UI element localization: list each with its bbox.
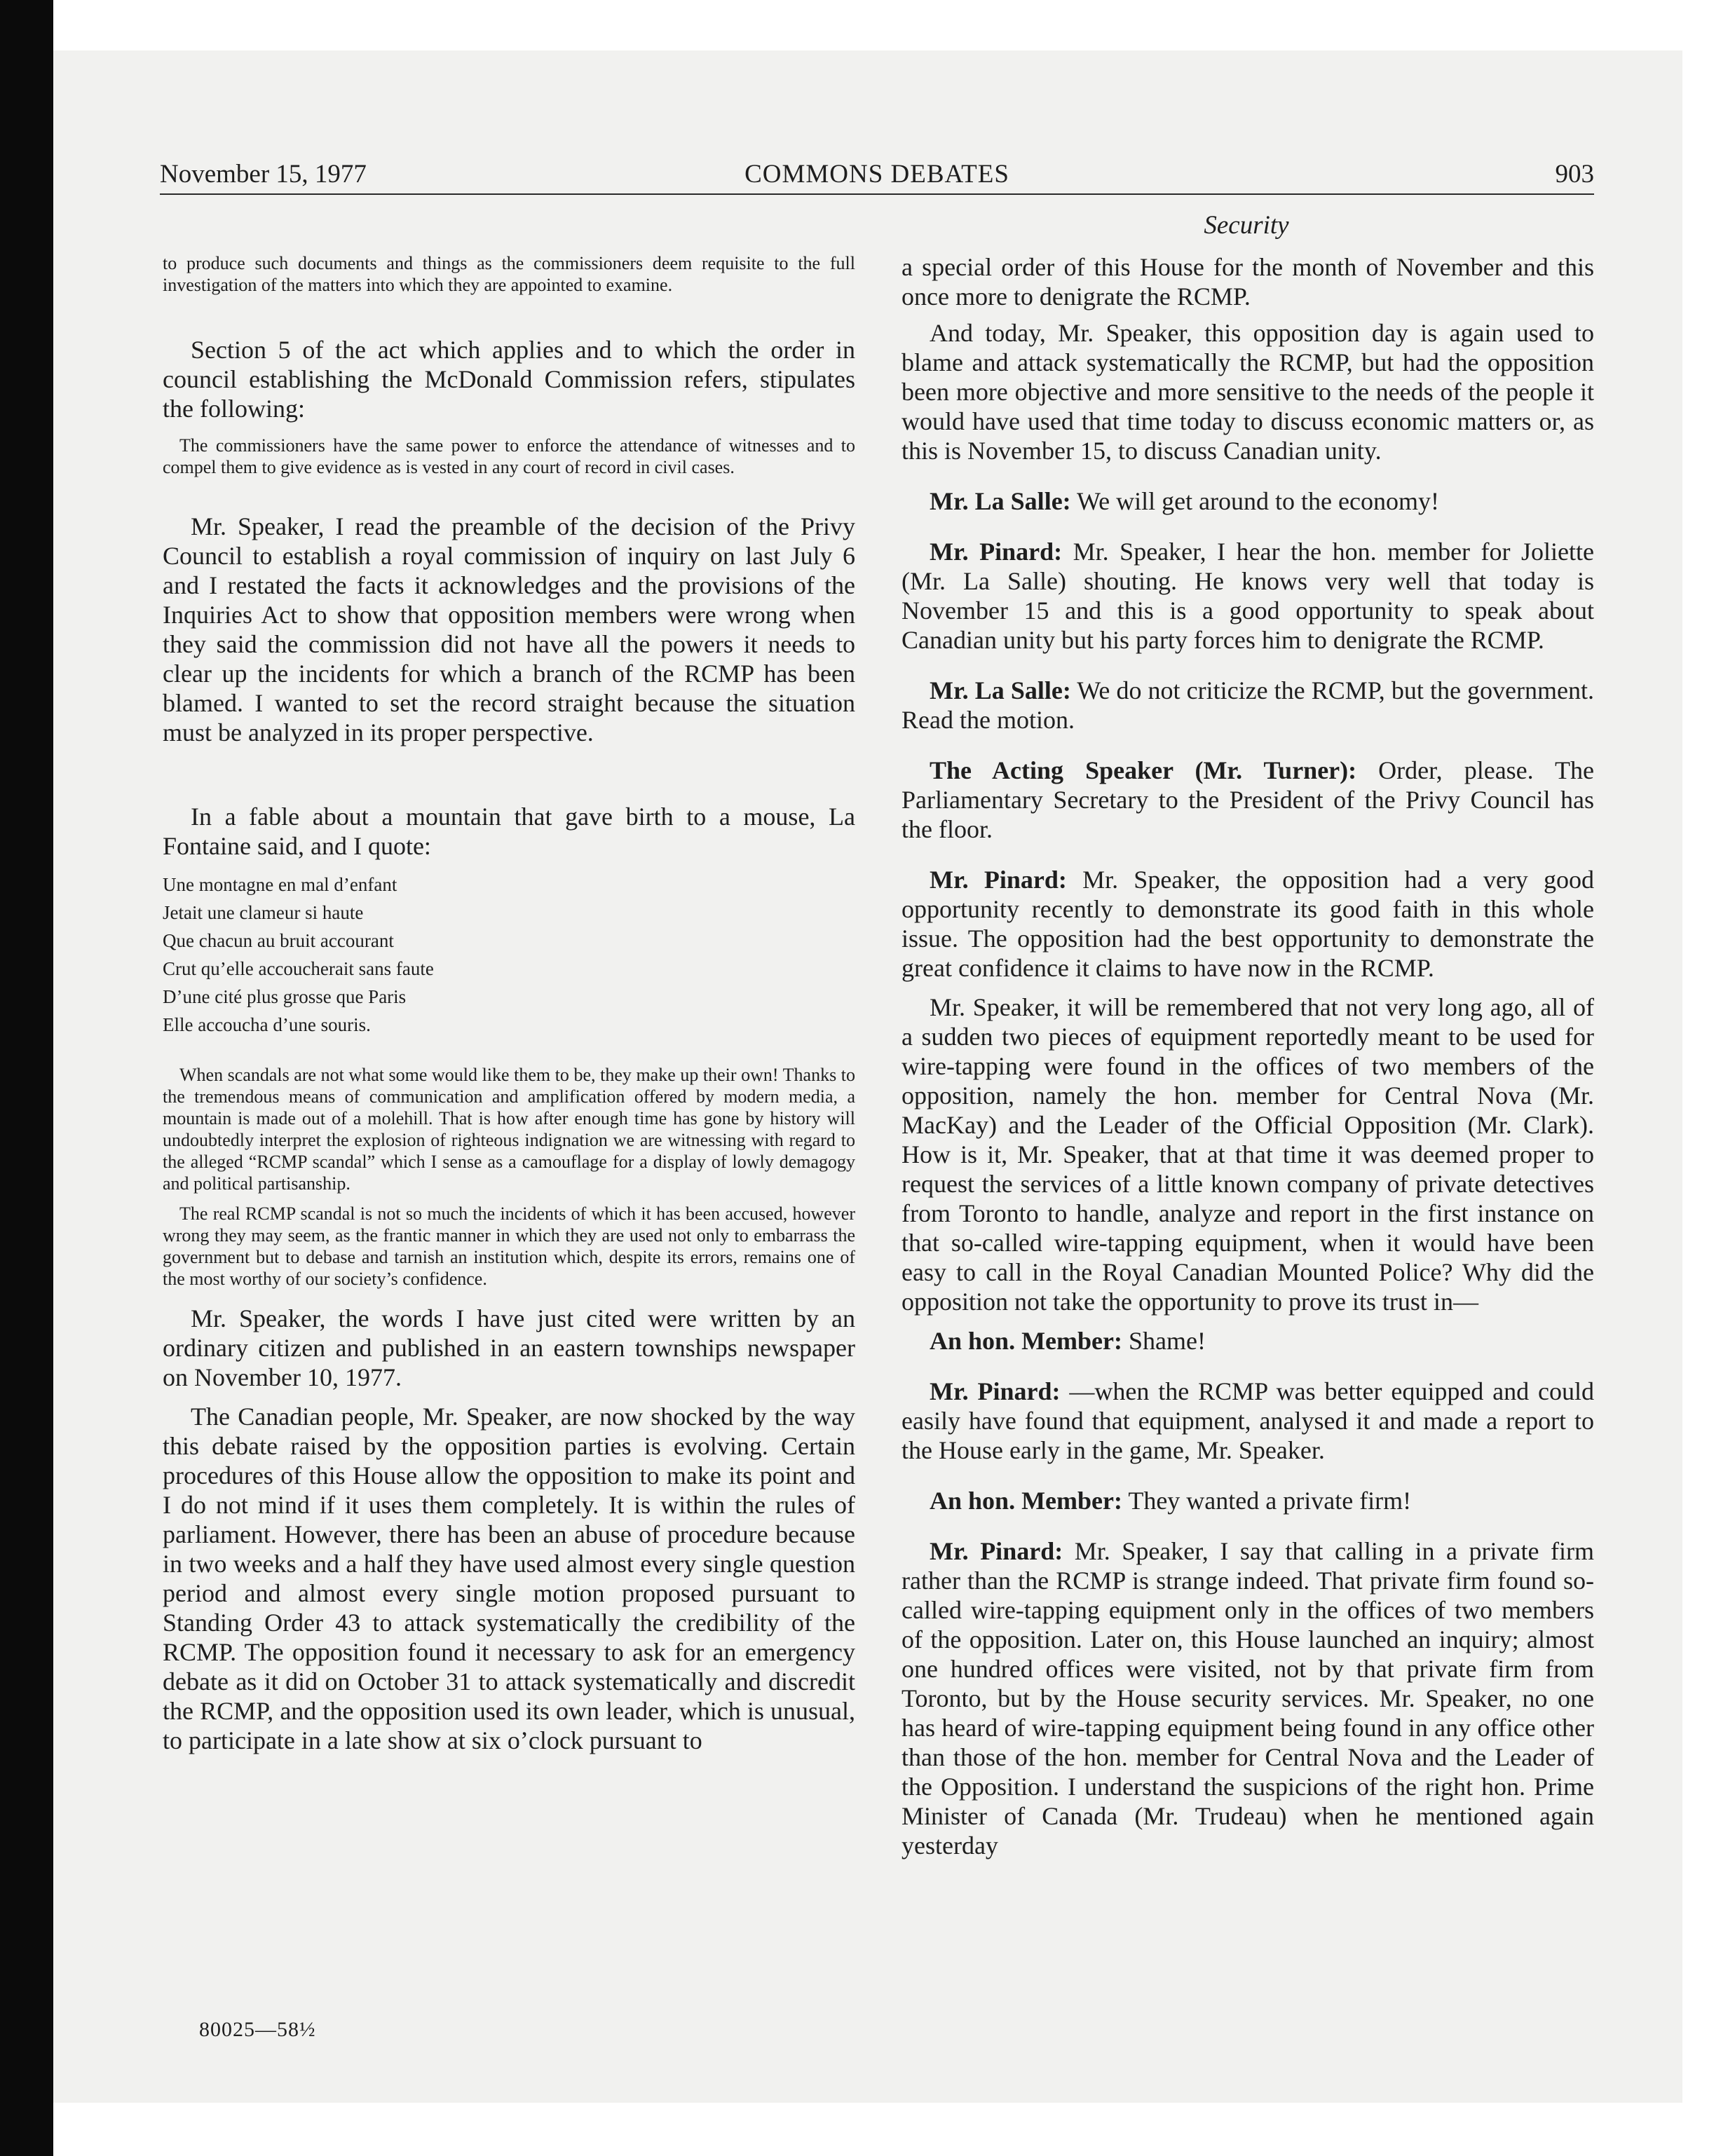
scan-edge: [0, 0, 53, 2156]
section-title: Security: [1204, 211, 1289, 240]
quoted-passage: The commissioners have the same power to enforce the attendance of witnesses and to compel them to give evidence as is vested in any court of record in civil cases.: [163, 435, 855, 477]
speech-text: —when the RCMP was better equipped and could easily have found that equipment, analysed it and made a report to the House early in the game, Mr. Speaker.: [901, 1377, 1595, 1464]
printer-code: 80025—58½: [199, 2018, 316, 2041]
body-paragraph: In a fable about a mountain that gave birth to a mouse, La Fontaine said, and I quote:: [163, 803, 855, 860]
speech-paragraph: [901, 537, 1594, 655]
poem-line: Une montagne en mal d’enfant: [163, 874, 397, 895]
poem-line: Elle accoucha d’une souris.: [163, 1014, 371, 1035]
speaker-name: Mr. Pinard:: [930, 538, 1063, 566]
speech-text: They wanted a private firm!: [1122, 1487, 1412, 1515]
body-paragraph: a special order of this House for the month of November and this once more to denigrate the RCMP.: [901, 253, 1594, 311]
speech-text: We do not criticize the RCMP, but the government. Read the motion.: [901, 676, 1594, 734]
body-paragraph: Mr. Speaker, the words I have just cited were written by an ordinary citizen and published in an eastern townships newspaper on November 10, 1977.: [163, 1304, 855, 1391]
speaker-name: Mr. Pinard:: [930, 866, 1067, 894]
speech-text: Mr. Speaker, I hear the hon. member for Joliette (Mr. La Salle) shouting. He knows very well that today is November 15 and this is a good opportunity to speak about Canadian unity but his party forces him to denigrate the RCMP.: [901, 538, 1594, 654]
poem-line: Que chacun au bruit accourant: [163, 930, 394, 951]
right-column: [901, 252, 1594, 1881]
speech-text: Mr. Speaker, the opposition had a very good opportunity recently to demonstrate its good faith in this whole issue. The opposition had the best opportunity to demonstrate the great confidence it claims to have now in the RCMP.: [901, 866, 1595, 982]
speech-paragraph: [901, 1326, 1594, 1356]
body-paragraph: Mr. Speaker, I read the preamble of the decision of the Privy Council to establish a royal commission of inquiry on last July 6 and I restated the facts it acknowledges and the provisions of the Inquiries Act to show that opposition members were wrong when they said the commission did not have all the powers it needs to clear up the incidents for which a branch of the RCMP has been blamed. I wanted to set the record straight because the situation must be analyzed in its proper perspective.: [163, 512, 855, 746]
speaker-name: Mr. Pinard:: [930, 1537, 1063, 1565]
speech-paragraph: [901, 676, 1594, 735]
quoted-passage: When scandals are not what some would like them to be, they make up their own! Thanks to the tremendous means of communication and amplification offered by modern media, a mountain is made out of a molehill. That is how after enough time has gone by history will undoubtedly interpret the explosion of righteous indignation we are witnessing with regard to the alleged “RCMP scandal” which I sense as a camouflage for a display of lowly demagogy and political partisanship.: [163, 1065, 855, 1194]
speech-paragraph: [901, 756, 1594, 844]
speech-paragraph: [901, 486, 1594, 516]
page-header: [160, 156, 1594, 193]
speech-paragraph: [901, 1377, 1594, 1465]
speaker-name: The Acting Speaker (Mr. Turner):: [930, 756, 1357, 784]
speech-text: We will get around to the economy!: [1070, 487, 1439, 515]
quoted-passage: to produce such documents and things as the commissioners deem requisite to the full investigation of the matters into which they are appointed to examine.: [163, 253, 855, 295]
body-paragraph: And today, Mr. Speaker, this opposition day is again used to blame and attack systematically the RCMP, but had the opposition been more objective and more sensitive to the needs of the people it would have used that time today to discuss economic matters or, as this is November 15, to discuss Canadian unity.: [901, 319, 1594, 465]
poem-line: Crut qu’elle accoucherait sans faute: [163, 958, 434, 979]
body-paragraph: Mr. Speaker, it will be remembered that not very long ago, all of a sudden two pieces of equipment reportedly meant to be used for wire-tapping were found in the offices of two members of the opposition, namely the hon. member for Central Nova (Mr. MacKay) and the Leader of the Official Opposition (Mr. Clark). How is it, Mr. Speaker, that at that time it was deemed proper to request the services of a little known company of private detectives from Toronto to handle, analyze and report in the first instance on that so-called wire-tapping equipment, when it would have been easy to call in the Royal Canadian Mounted Police? Why did the opposition not take the opportunity to prove its trust in—: [901, 993, 1594, 1316]
speaker-name: Mr. La Salle:: [930, 487, 1071, 515]
speech-paragraph: [901, 865, 1594, 983]
speaker-name: Mr. La Salle:: [930, 676, 1071, 704]
body-paragraph: The Canadian people, Mr. Speaker, are now shocked by the way this debate raised by the opposition parties is evolving. Certain procedures of this House allow the opposition to make its point and I do not mind if it uses them completely. It is within the rules of parliament. However, there has been an abuse of procedure because in two weeks and a half they have used almost every single question period and almost every single motion proposed pursuant to Standing Order 43 to attack systematically the credibility of the RCMP. The opposition found it necessary to ask for an emergency debate as it did on October 31 to attack systematically and discredit the RCMP, and the opposition used its own leader, which is unusual, to participate in a late show at six o’clock pursuant to: [163, 1403, 855, 1754]
speech-text: Shame!: [1122, 1327, 1206, 1355]
quoted-passage: The real RCMP scandal is not so much the incidents of which it has been accused, however wrong they may seem, as the frantic manner in which they are used not only to embarrass the government but to debase and tarnish an institution which, despite its errors, remains one of the most worthy of our society’s confidence.: [163, 1203, 855, 1289]
speaker-name: An hon. Member:: [930, 1487, 1122, 1515]
header-rule: [160, 193, 1594, 195]
poem-quote: [163, 871, 855, 1039]
header-publication: COMMONS DEBATES: [744, 160, 1009, 189]
speaker-name: An hon. Member:: [930, 1327, 1122, 1355]
speech-text: Order, please. The Parliamentary Secretary to the President of the Privy Council has the floor.: [901, 756, 1595, 843]
speech-text: Mr. Speaker, I say that calling in a private firm rather than the RCMP is strange indeed. That private firm found so-called wire-tapping equipment only in the offices of two members of the opposition. Later on, this House launched an inquiry; almost one hundred offices were visited, not by that private firm from Toronto, but by the House security services. Mr. Speaker, no one has heard of wire-tapping equipment being found in any office other than those of the hon. member for Central Nova and the Leader of the Opposition. I understand the suspicions of the right hon. Prime Minister of Canada (Mr. Trudeau) when he mentioned again yesterday: [901, 1537, 1594, 1860]
poem-line: Jetait une clameur si haute: [163, 902, 364, 923]
body-paragraph: Section 5 of the act which applies and to which the order in council establishing the McDonald Commission refers, stipulates the following:: [163, 336, 855, 423]
header-page-number: 903: [1555, 160, 1594, 189]
speech-paragraph: [901, 1536, 1594, 1860]
left-column: [163, 252, 855, 1765]
speaker-name: Mr. Pinard:: [930, 1377, 1061, 1405]
header-date: November 15, 1977: [160, 160, 367, 189]
poem-line: D’une cité plus grosse que Paris: [163, 986, 407, 1007]
speech-paragraph: [901, 1486, 1594, 1515]
